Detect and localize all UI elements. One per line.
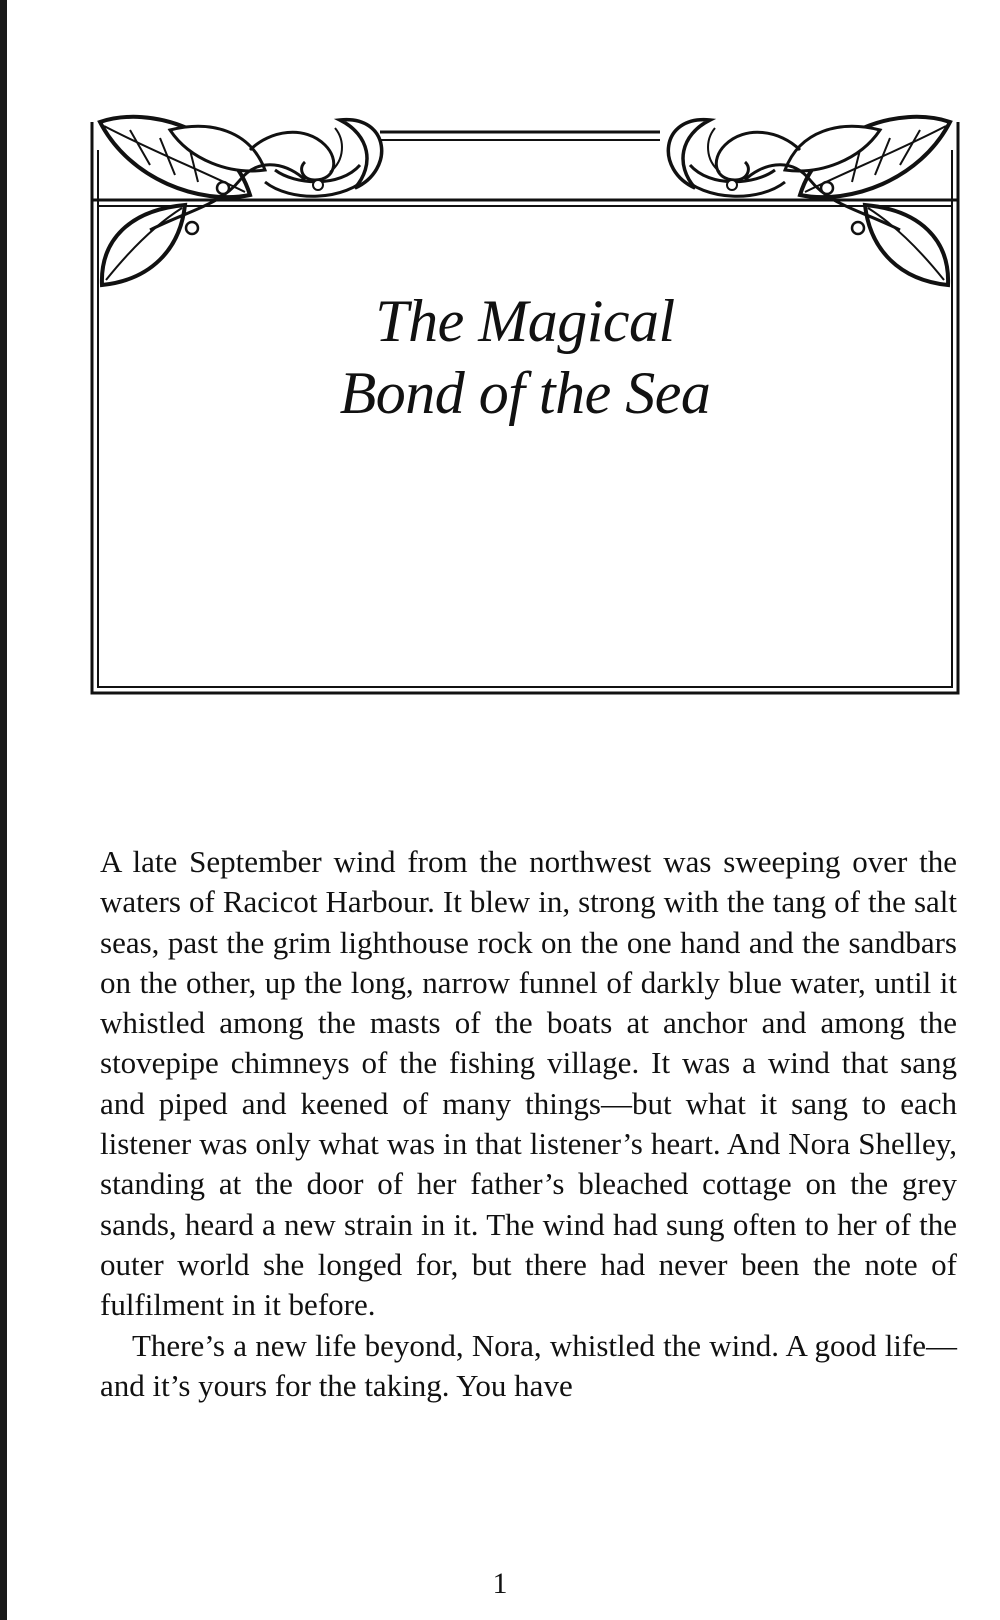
page-binding-edge bbox=[0, 0, 7, 1620]
chapter-title-line-2: Bond of the Sea bbox=[339, 360, 711, 426]
chapter-body bbox=[100, 842, 957, 1406]
chapter-title-line-1: The Magical bbox=[375, 288, 675, 354]
paragraph-1: A late September wind from the northwest was sweeping over the waters of Racicot Harbour. It blew in, strong with the tang of the salt seas, past the grim lighthouse rock on the one hand and the sandbars on the other, up the long, narrow funnel of darkly blue water, until it whistled among the masts of the boats at anchor and among the stovepipe chimneys of the fishing village. It was a wind that sang and piped and keened of many things—but what it sang to each listener was only what was in that listener’s heart. And Nora Shelley, standing at the door of her father’s bleached cottage on the grey sands, heard a new strain in it. The wind had sung often to her of the outer world she longed for, but there had never been the note of fulfilment in it before. bbox=[100, 844, 957, 1323]
chapter-title bbox=[90, 285, 960, 429]
page-number: 1 bbox=[492, 1567, 508, 1600]
paragraph-2: There’s a new life beyond, Nora, whistled the wind. A good life—and it’s yours for the taking. You have bbox=[100, 1327, 957, 1403]
